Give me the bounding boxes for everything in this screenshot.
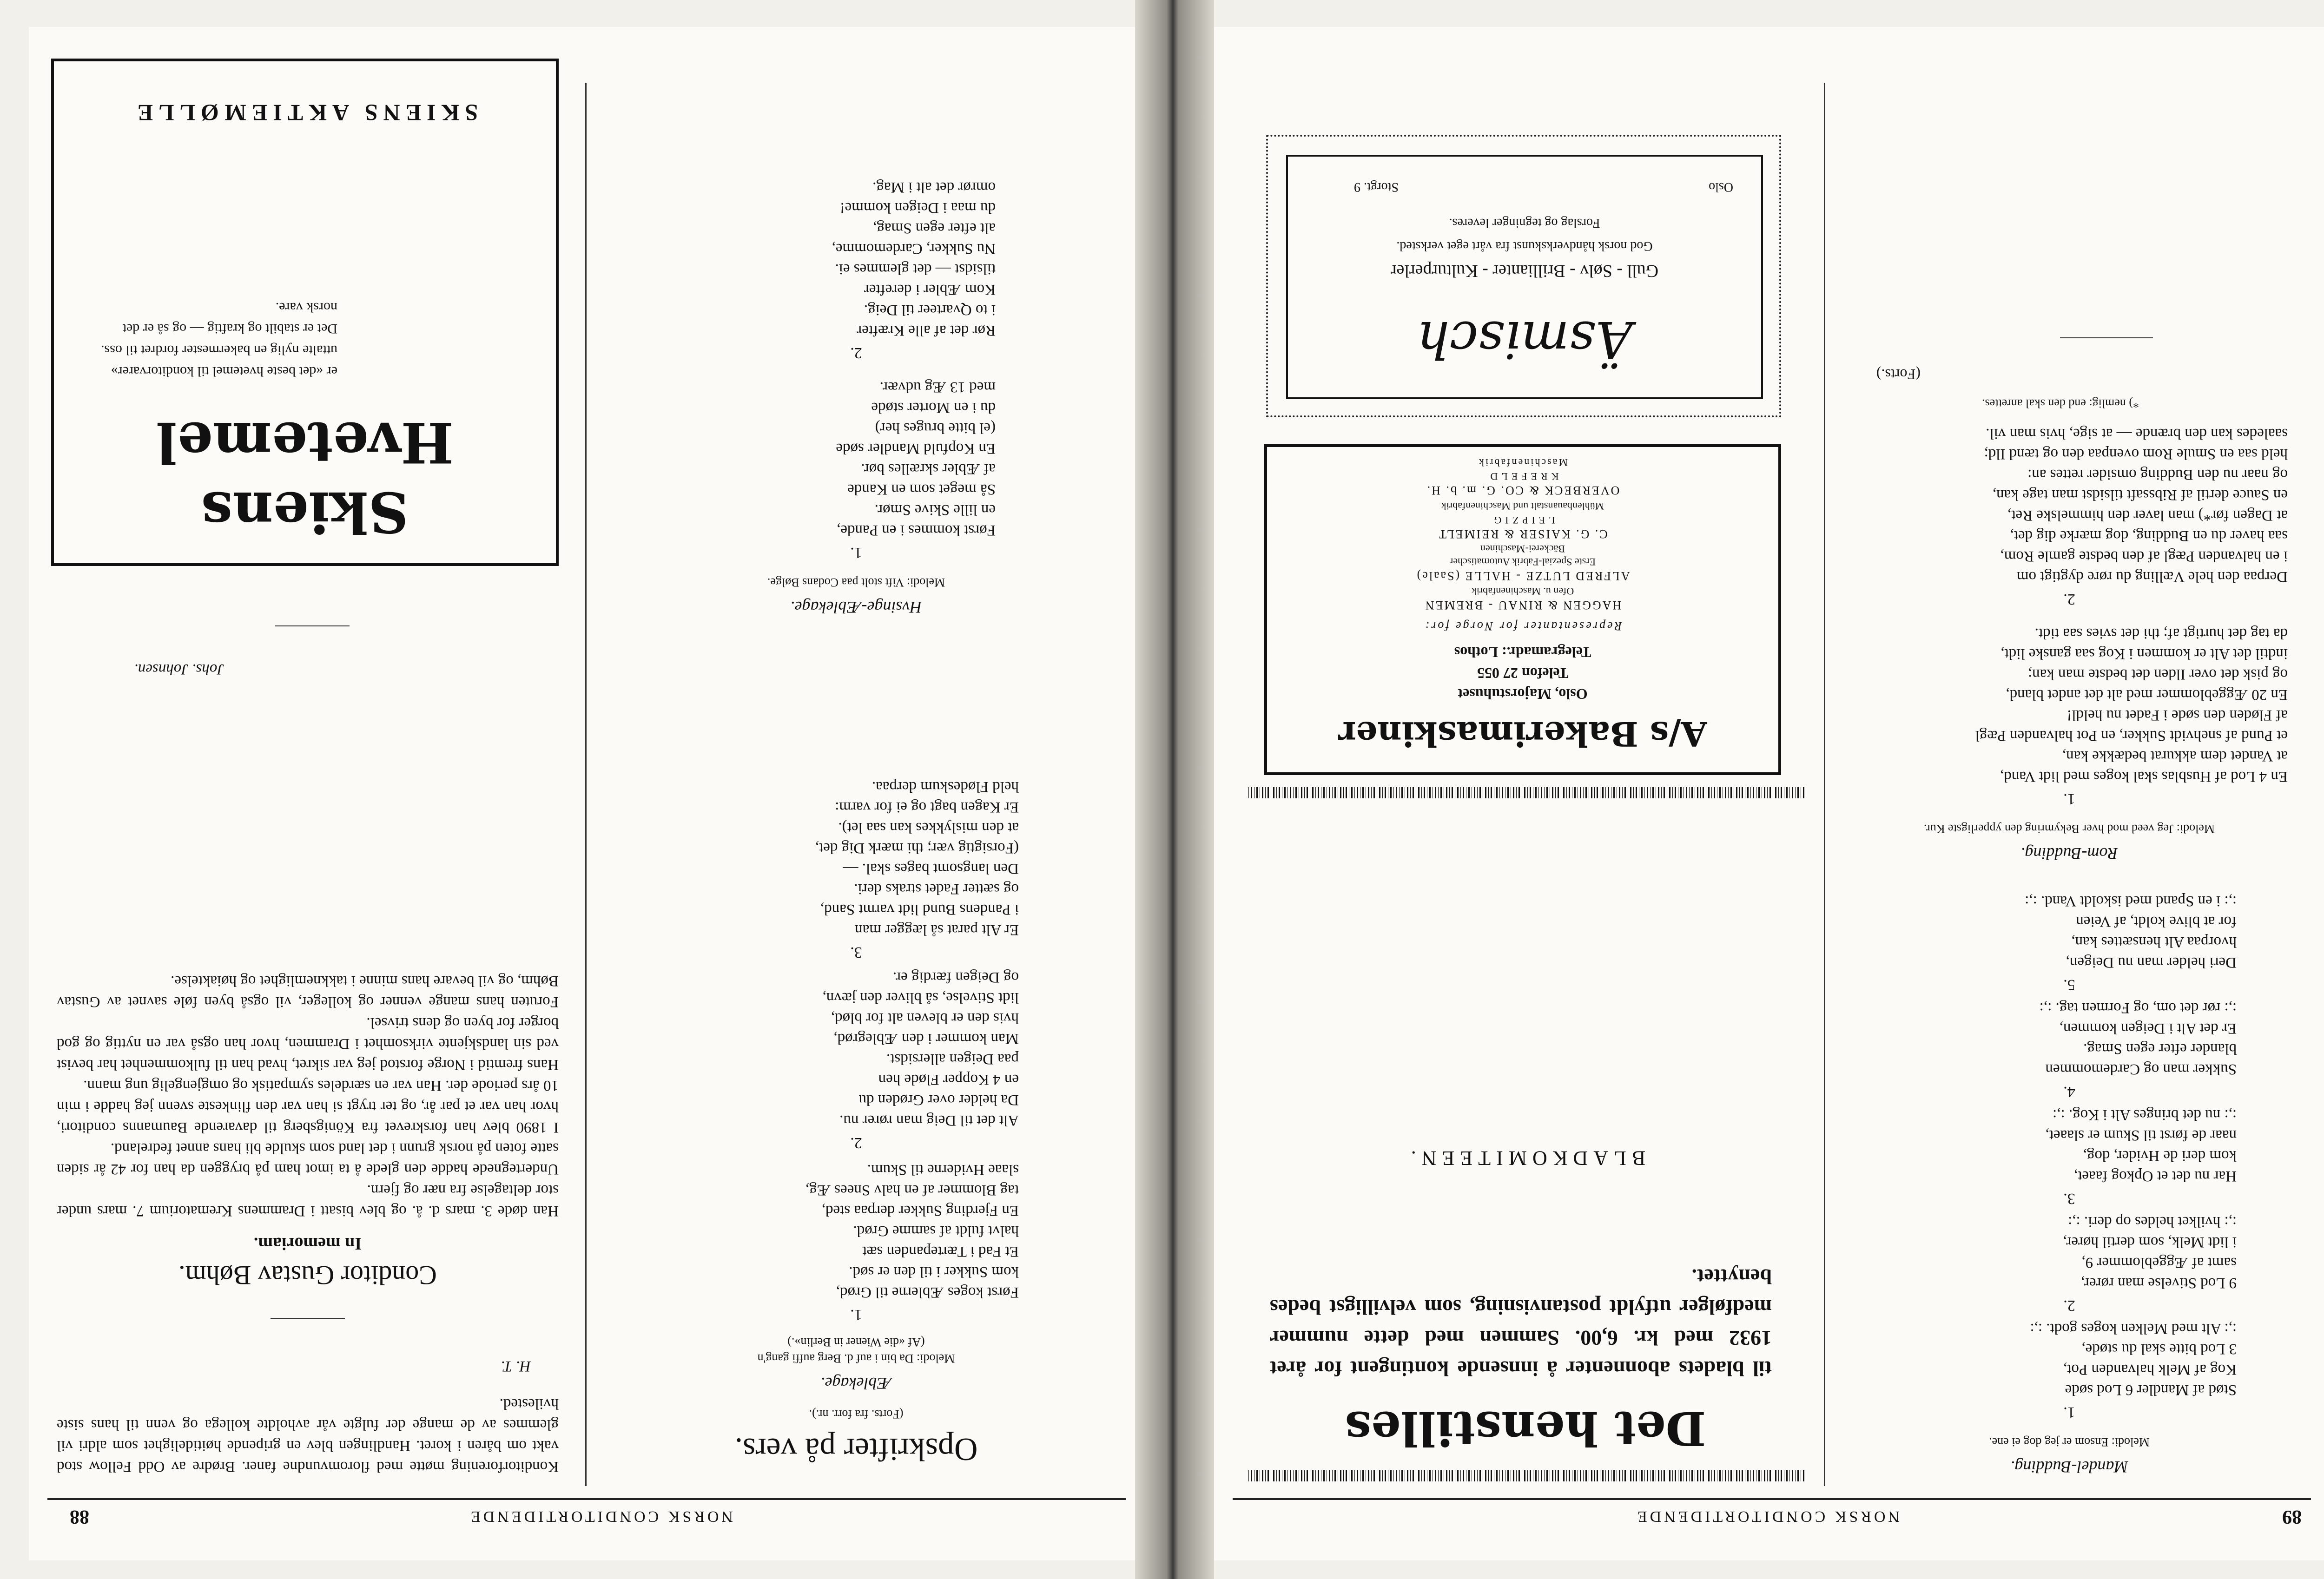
right-page-number: 88 xyxy=(70,1506,89,1527)
opskrifter-title: Opskrifter på vers. xyxy=(734,1431,978,1467)
left-page xyxy=(1214,27,2324,1560)
bakeri-rep-5: Bäckerei-Maschinen xyxy=(1480,543,1565,555)
aebl-verse-1: Først koges Æblerne til Grød, kom Sukker i til den er sød. Et Fad i Tærtepanden sæt halvt fuldt af samme Grød. En Fjerding Sukker derpaa sted, tag Blommer af en halv Snees Æg, slaae Hviderne til Skum. xyxy=(805,1161,1019,1301)
skiens-footer: SKIENS AKTIEMØLLE xyxy=(132,100,478,126)
mandel-verse-1: Stød af Mandler 6 Lod søde Kog af Melk halvanden Pot, 3 Lod bitte skal du støde, :,: Alt med Melken koges godt. :,: xyxy=(2030,1320,2237,1398)
column-divider xyxy=(1824,83,1825,1486)
notice-signature: BLADKOMITEEN. xyxy=(1405,1147,1646,1170)
obit-separator-bottom xyxy=(275,625,350,626)
mandel-verse-5-num: 5. xyxy=(2063,976,2075,993)
asmisch-logo: Äsmisch xyxy=(1416,310,1633,369)
bakeri-telegram: Telegramadr.: Lothos xyxy=(1454,644,1591,661)
bakeri-rep-10: KREFELD xyxy=(1486,471,1559,482)
bakeri-rep-9: OVERBECK & CO. G. m. b. H. xyxy=(1426,484,1620,497)
rom-footnote: *) nemlig: end den skal anrettes. xyxy=(1982,397,2139,410)
notice-bottom-ornament xyxy=(1247,787,1804,798)
ad-bakerimaskiner xyxy=(1264,444,1781,775)
rom-verse-2: Derpaa den hele Vælling du røre dygtigt om i en halvanden Pægl af den bedste gamle Rom, saa haver du en Budding, dog mærke dig det, at Dagen før*) man laver den himmelske Ret, en Sauce dertil af Ribssaft tilsidst man tage kan, og naar nu den Budding omsider rettes an: held saa en Smule Rom ovenpaa den og tænd Ild; saaledes kan den brænde — at sige, hvis man vil. xyxy=(1984,425,2288,585)
obit-subtitle: In memoriam. xyxy=(253,1234,362,1253)
asmisch-line-2: God norsk håndverkskunst fra vårt eget verksted. xyxy=(1396,239,1653,253)
bakeri-address: Oslo, Majorstuhuset xyxy=(1458,686,1588,703)
hvsinge-verse-2-num: 2. xyxy=(850,344,862,362)
mandel-verse-2: 9 Lod Stivelse man rører, samt af Æggeblommer 9, i lidt Melk, som dertil hører, :,: hvilket heldes op deri. :,: xyxy=(2063,1213,2237,1291)
obit-signature: Johs. Johnsen. xyxy=(134,661,224,678)
mandel-title: Mandel-Budding. xyxy=(2010,1458,2128,1476)
aebl-verse-3: Er Alt parat så lægger man i Pandens Bund lidt varmt Sand, og sætter Fadet straks deri. Den langsomt bages skal. — (Forsigtig vær; thi mærk Dig det, at den mislykkes kan saa let). Er Kagen bagt og ei for varm: held Flødeskum derpaa. xyxy=(815,778,1019,938)
skiens-title-2: Hvetemel xyxy=(156,409,454,475)
bakeri-phone: Telefon 27 055 xyxy=(1477,665,1569,682)
obit-separator-top xyxy=(271,1318,345,1319)
hvsinge-verse-1: Først kommes i en Pande, en lille Skive Smør. Så meget som en Kande af Æbler skrælles bør. En Kopfuld Mandler søde (el bitte bruges her) du i en Morter støde med 13 Æg udvær. xyxy=(836,379,996,539)
aebl-verse-1-num: 1. xyxy=(850,1306,862,1323)
mandel-verse-3-num: 3. xyxy=(2063,1190,2075,1207)
book-gutter xyxy=(1135,0,1214,1579)
right-page xyxy=(29,27,1135,1560)
notice-body: til bladets abonnenter å innsende kontingent for året 1932 med kr. 6,00. Sammen med dette nummer medfølger utfyldt postanvisning, som velvilligst bedes benyttet. xyxy=(1270,1265,1772,1381)
left-page-number: 89 xyxy=(2282,1506,2302,1527)
aebl-melody: Melodi: Da bin i auf d. Berg auffi gang'n xyxy=(757,1352,955,1365)
left-running-head: NORSK CONDITORTIDENDE xyxy=(1634,1508,1900,1525)
rom-verse-1-num: 1. xyxy=(2063,790,2075,808)
mandel-verse-1-num: 1. xyxy=(2063,1404,2075,1421)
rom-melody: Melodi: Jeg veed mod hver Bekymring den ypperligste Kur. xyxy=(1923,822,2215,836)
asmisch-city: Oslo xyxy=(1709,180,1733,194)
ad-skiens-hvetemel xyxy=(51,59,559,566)
bakeri-rep-6: C. G. KAISER & REIMELT xyxy=(1438,527,1608,541)
notice-title: Det henstilles xyxy=(1345,1401,1706,1456)
rom-title: Rom-Budding. xyxy=(2020,844,2118,863)
mandel-verse-4-num: 4. xyxy=(2063,1083,2075,1100)
bakeri-title: A/s Bakerimaskiner xyxy=(1338,714,1707,754)
aebl-verse-2: Alt det til Deig man rører nu. Da helder over Grøden du en 4 Kopper Fløde hen paa Deigen allersidst. Man kommer i den Æblegrød, hvis den er bleven alt for blød, lidt Stivelse, så bliver den jævn, og Deigen færdig er. xyxy=(822,969,1019,1129)
bakeri-rep-2: Ofen u. Maschinenfabrik xyxy=(1471,586,1574,597)
end-separator xyxy=(2060,337,2153,338)
mandel-verse-2-num: 2. xyxy=(2063,1297,2075,1314)
hvsinge-verse-1-num: 1. xyxy=(850,544,862,561)
obit-title: Conditor Gustav Bøhm. xyxy=(178,1260,437,1290)
rom-continued: (Forts.) xyxy=(1876,366,1921,383)
intro-text: Konditorforening møtte med floromvundne faner. Brødre av Odd Fellow stod vakt om båren i koret. Handlingen blev en gripende høitidelighet som aldri vil glemmes av de mange der fulgte vår avholdte kollega og venn til hans siste hvilested. xyxy=(57,1395,559,1475)
column-divider-right xyxy=(585,83,587,1486)
aebl-melody-source: (Af «die Wiener in Berlin».) xyxy=(787,1336,925,1349)
bakeri-rep-3: ALFRED LUTZE - HALLE (Saale) xyxy=(1415,569,1630,583)
asmisch-street: Storgt. 9 xyxy=(1354,180,1399,194)
hvsinge-verse-2: Rør det af alle Kræfter i to Qvarteer til Deig. Kom Æbler i derefter tilsidst — det glemmes ei. Nu Sukker, Cardemomme, alt efter egen Smag, du maa i Deigen komme! omrør det alt i Mag. xyxy=(832,179,996,339)
asmisch-inner-frame xyxy=(1286,155,1763,399)
bakeri-rep-8: Mühlenbauanstalt und Maschinenfabrik xyxy=(1441,500,1604,512)
rom-verse-2-num: 2. xyxy=(2063,591,2075,608)
header-rule-right xyxy=(47,1498,1126,1500)
skiens-body: er «det beste hvetemel til konditorvarer» uttalte nylig en bakermester fordret til oss. Det er stabilt og kraftig — og så er det norsk vare. xyxy=(100,300,337,379)
ad-asmisch xyxy=(1266,135,1781,417)
bakeri-rep-label: Representanter for Norge for: xyxy=(1423,619,1622,633)
bakeri-rep-1: HAGGEN & RINAU - BREMEN xyxy=(1424,599,1622,612)
mandel-verse-4: Sukker man og Cardemommen blander efter egen Smag. Er det Alt i Deigen kommen, :,: rør det om, og Formen tag. :,: xyxy=(2039,1000,2237,1078)
bakeri-rep-11: Maschinenfabrik xyxy=(1477,457,1568,468)
notice-top-ornament xyxy=(1247,1470,1804,1481)
mandel-verse-3: Har nu det et Opkog faaet, kom deri de Hvider, dog, naar de først til Skum er slaaet, :,: nu det bringes Alt i Kog. :,: xyxy=(2045,1106,2237,1184)
opskrifter-subtitle: (Forts. fra forr. nr.). xyxy=(809,1408,904,1421)
aebl-title: Æblekage. xyxy=(820,1374,892,1393)
asmisch-line-3: Forslag og tegninger leveres. xyxy=(1449,216,1600,230)
hvsinge-melody: Melodi: Vift stolt paa Codans Bølge. xyxy=(767,576,945,589)
hvsinge-title: Hvsinge-Æblekage. xyxy=(790,598,922,617)
intro-signature: H. T. xyxy=(501,1358,531,1375)
header-rule xyxy=(1233,1498,2311,1500)
obit-body: Han døde 3. mars d. å. og blev bisatt i Drammens Krematorium 7. mars under stor deltagelse fra nær og fjern. Undertegnede hadde den glede å ta imot ham på bryggen da han for 42 år siden satte foten på norsk grunn i det land som skulde bli hans annet fedreland. I 1890 blev han forskrevet fra Königsberg til davarende Baumanns conditori, hvor han var et par år, og ter trygt si han var den flinkeste svenn jeg hadde i min 10 års periode der. Han var en særdeles sympatisk og omgjengelig ung mann. Hans fremtid i Norge forstod jeg var sikret, hvad han til fulkommenhet har bevist ved sin landskjente virksomhet i Drammen, hvor han også var en nyttig og god borger for byen og dens trivsel. Foruten hans mange venner og kolleger, vil også byen føle savnet av Gustav Bøhm, og vil bevare hans minne i takknemlighet og høiaktelse. xyxy=(57,973,559,1219)
bakeri-rep-7: LEIPZIG xyxy=(1490,514,1555,526)
mandel-melody: Melodi: Ensom er jeg dog ei ene. xyxy=(1989,1435,2150,1449)
right-running-head: NORSK CONDITORTIDENDE xyxy=(468,1508,733,1525)
skiens-title-1: Skiens xyxy=(201,479,409,545)
mandel-verse-5: Deri helder man nu Deigen, hvorpaa Alt hensættes kan, for at blive koldt, af Veien :,: i en Spand med iskoldt Vand. :,: xyxy=(2025,893,2237,971)
bakeri-rep-4: Erste Spezial-Fabrik Automatischer xyxy=(1449,556,1596,568)
aebl-verse-2-num: 2. xyxy=(850,1134,862,1151)
asmisch-line-1: Gull - Sølv - Brillianter - Kulturperler xyxy=(1390,261,1659,281)
rom-verse-1: En 4 Lod af Husblas skal koges med lidt Vand, at Vandet dem akkurat bedække kan, et Pund af snehvidt Sukker, en Pot halvanden Pægl af Fløden den søde i Fadet nu heldl! En 20 Æggeblommer med alt det andet bland, og pisk det over Ilden det bedste man kan; indtil det Alt er kommen i Kog saa ganske lidt, da tag det hurtigt af; thi det svies saa tidt. xyxy=(1975,625,2288,785)
aebl-verse-3-num: 3. xyxy=(850,944,862,961)
